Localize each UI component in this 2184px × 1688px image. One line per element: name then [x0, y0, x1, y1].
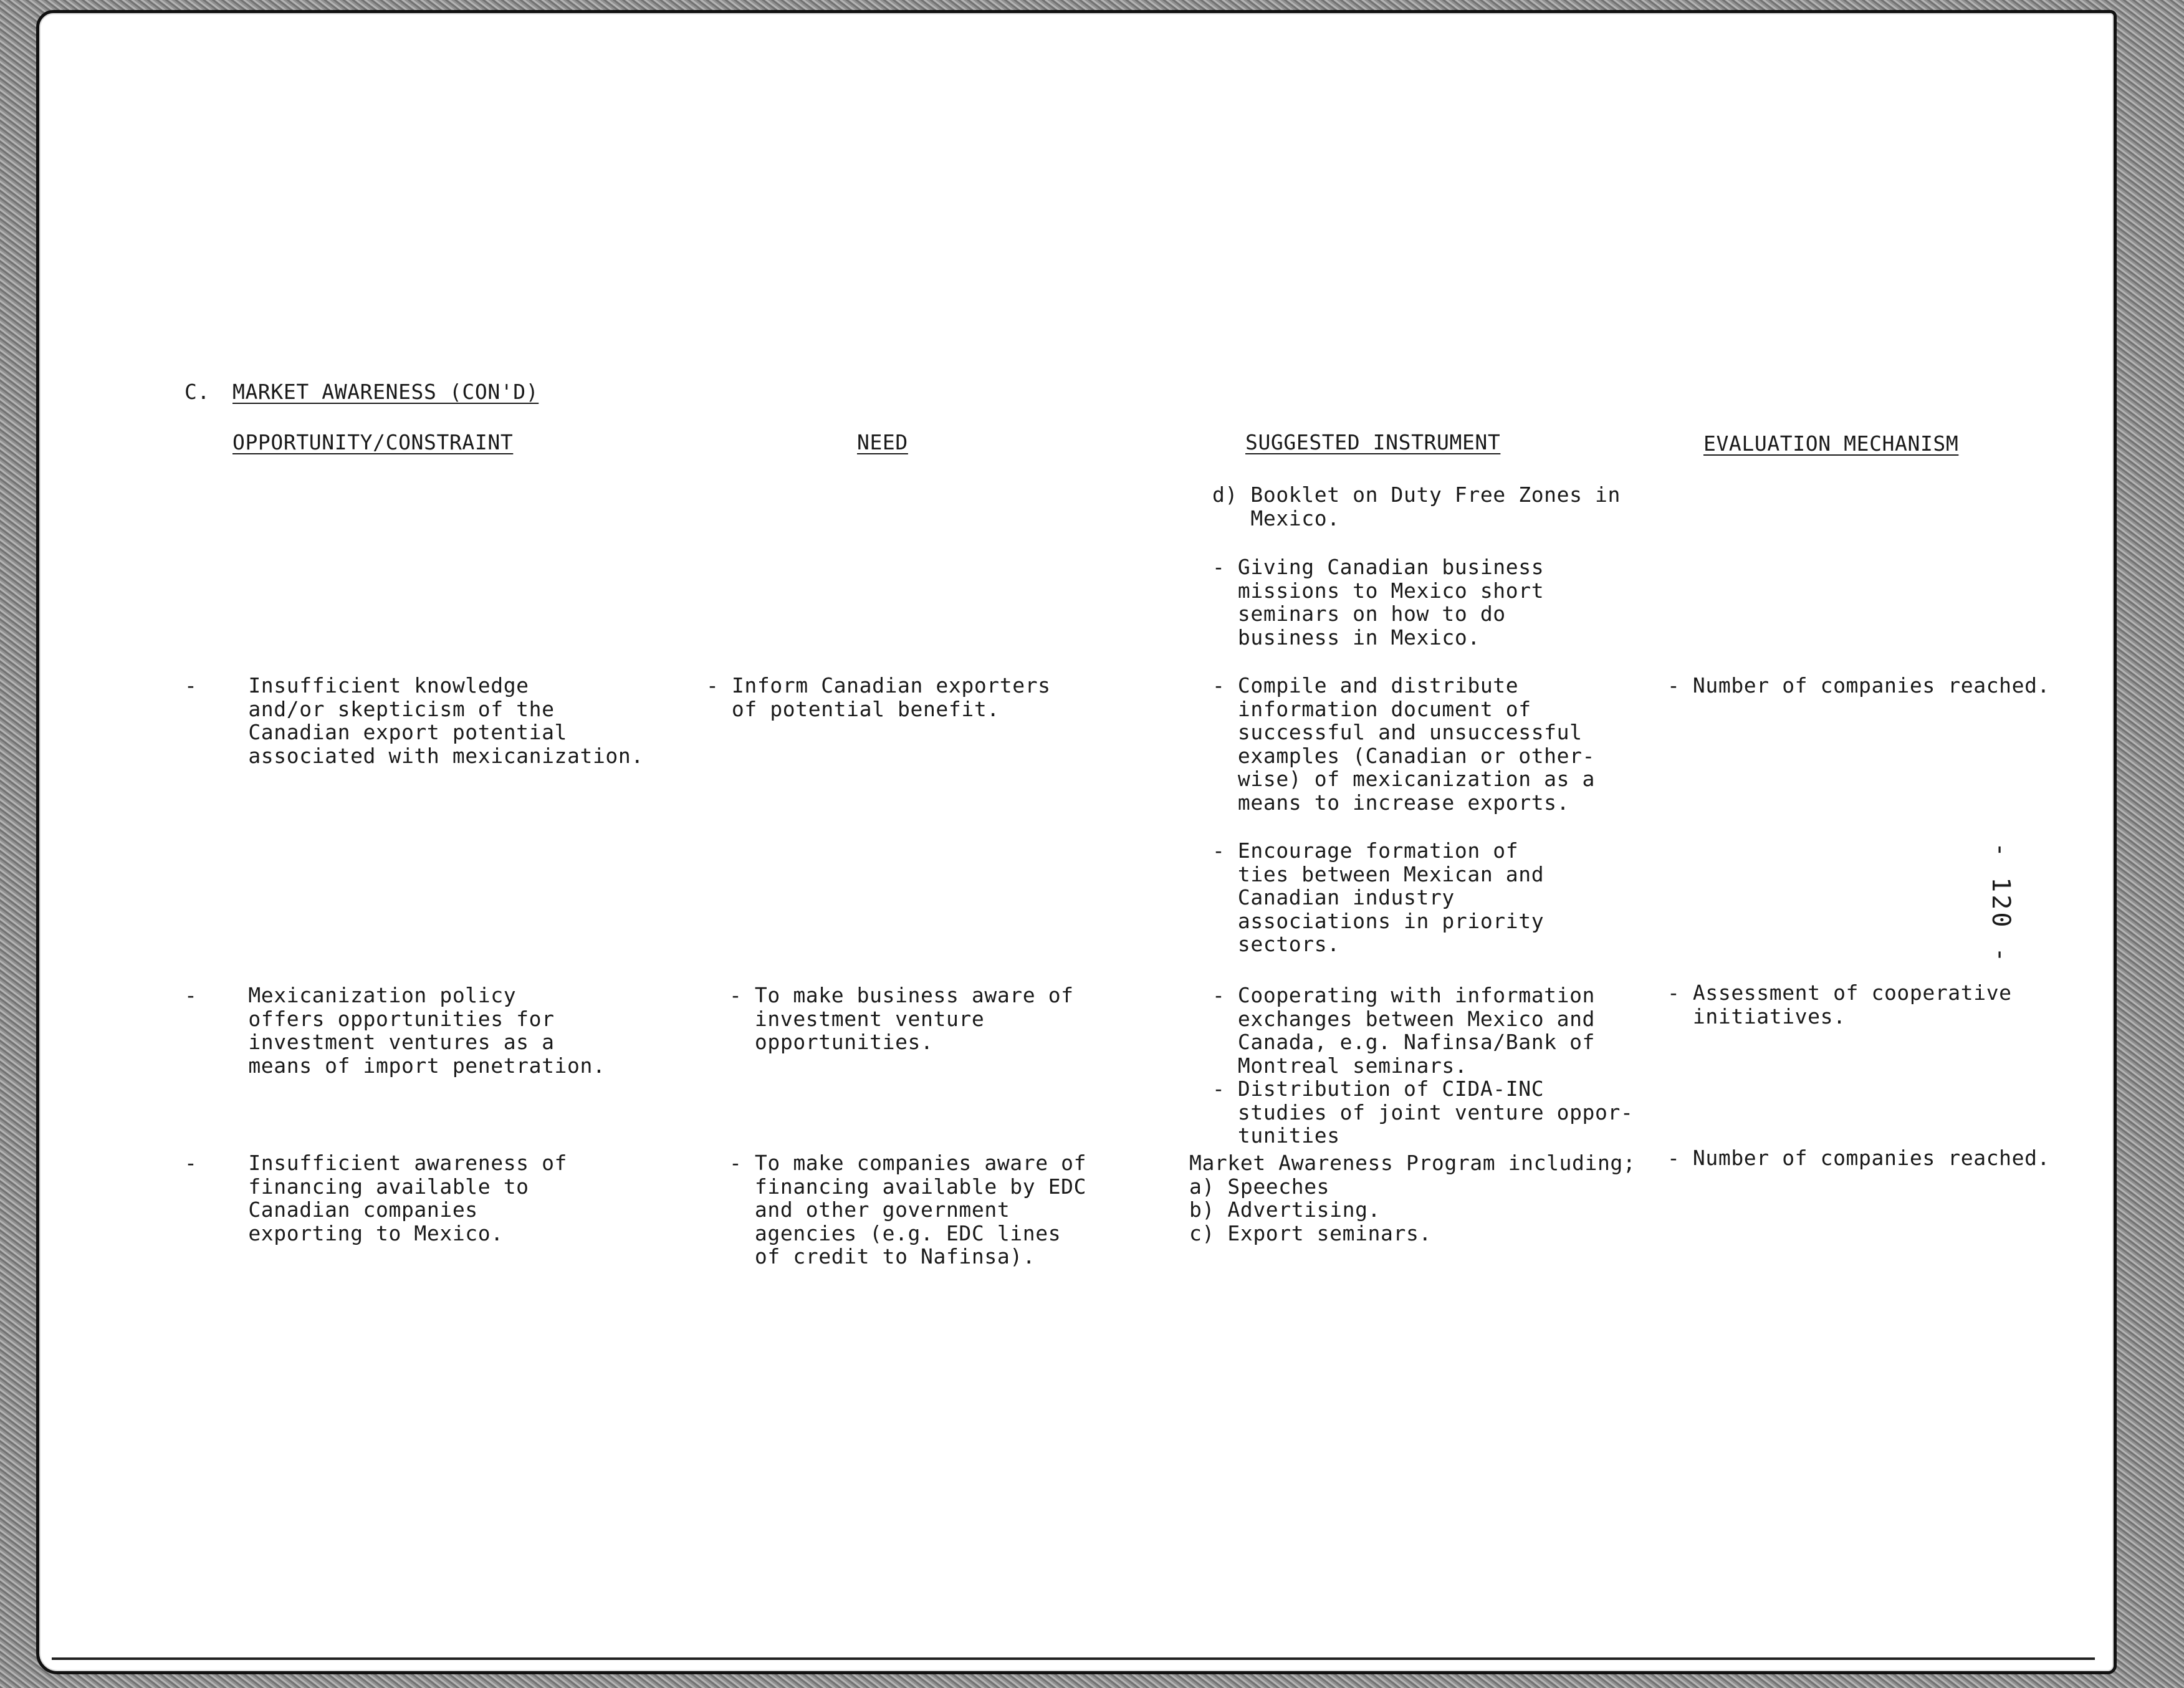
page-number: - 120 - — [1986, 842, 2015, 965]
row-1-instrument-extra: - Encourage formation of ties between Mexican and Canadian industry associations in priority sectors. — [1212, 838, 1545, 956]
row-3-instrument: Market Awareness Program including; a) Speeches b) Advertising. c) Export seminars. — [1189, 1151, 1636, 1245]
row-3-evaluation: - Number of companies reached. — [1667, 1146, 2051, 1170]
continued-instrument-booklet: d) Booklet on Duty Free Zones in Mexico. — [1212, 482, 1621, 530]
row-1-instrument: - Compile and distribute information document of successful and unsuccessful examples (Canadian or other- wise) of mexicanization as a means to increase exports. — [1212, 673, 1596, 815]
row-1-evaluation: - Number of companies reached. — [1667, 673, 2051, 698]
column-header-opportunity: OPPORTUNITY/CONSTRAINT — [232, 430, 514, 454]
row-1-need: - Inform Canadian exporters of potential benefit. — [706, 673, 1051, 721]
row-3-opportunity: - Insufficient awareness of financing available to Canadian companies exporting to Mexico. — [184, 1151, 568, 1245]
column-header-evaluation: EVALUATION MECHANISM — [1703, 431, 1959, 456]
document-page — [36, 10, 2117, 1674]
row-2-opportunity: - Mexicanization policy offers opportunities for investment ventures as a means of import penetration. — [184, 983, 606, 1078]
section-title: MARKET AWARENESS (CON'D) — [232, 380, 539, 404]
row-2-evaluation: - Assessment of cooperative initiatives. — [1667, 981, 2012, 1029]
continued-instrument-missions: - Giving Canadian business missions to Mexico short seminars on how to do business in Mexico. — [1212, 555, 1545, 650]
section-letter: C. — [184, 380, 210, 404]
column-header-need: NEED — [857, 430, 908, 454]
row-3-need: - To make companies aware of financing available by EDC and other government agencies (e.g. EDC lines of credit to Nafinsa). — [729, 1151, 1087, 1268]
row-2-need: - To make business aware of investment venture opportunities. — [729, 983, 1074, 1054]
row-2-instrument: - Cooperating with information exchanges between Mexico and Canada, e.g. Nafinsa/Bank of Montreal seminars. - Distribution of CIDA-INC studies of joint venture oppor- tunities — [1212, 983, 1634, 1148]
row-1-opportunity: - Insufficient knowledge and/or skepticism of the Canadian export potential associated with mexicanization. — [184, 673, 644, 768]
column-header-instrument: SUGGESTED INSTRUMENT — [1245, 430, 1501, 454]
